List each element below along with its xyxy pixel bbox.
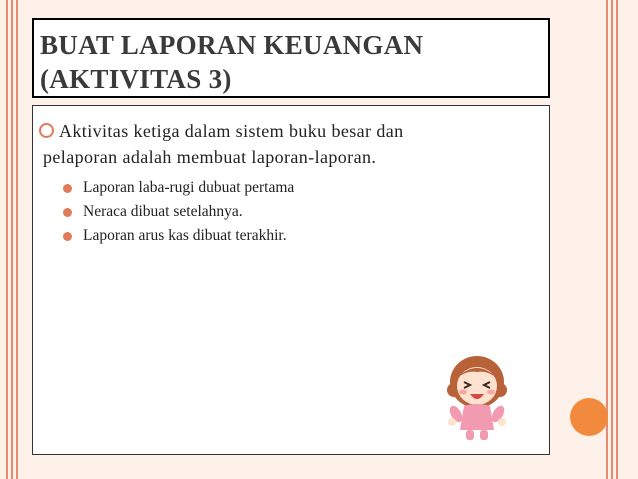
- sub-bullet-item: [61, 200, 294, 224]
- sub-bullet-item: [61, 224, 294, 248]
- decorative-line: [606, 0, 608, 479]
- main-bullet-line-2: pelaporan adalah membuat laporan-laporan.: [43, 147, 377, 167]
- filled-circle-bullet-icon: [63, 232, 72, 241]
- decorative-line: [611, 0, 613, 479]
- decorative-line: [616, 0, 618, 479]
- title-box: [32, 18, 550, 98]
- hollow-circle-bullet-icon: [39, 123, 54, 138]
- decorative-line: [6, 0, 8, 479]
- sub-bullet-list: [61, 176, 294, 248]
- sub-bullet-text: Laporan laba-rugi dubuat pertama: [83, 179, 295, 196]
- decorative-line: [11, 0, 13, 479]
- sub-bullet-item: [61, 176, 294, 200]
- title-line-1: BUAT LAPORAN KEUANGAN: [40, 30, 424, 60]
- orange-circle-decoration: [570, 398, 608, 436]
- sub-bullet-text: Neraca dibuat setelahnya.: [83, 203, 243, 220]
- cartoon-girl-icon: [442, 352, 512, 442]
- title-line-2: (AKTIVITAS 3): [40, 64, 232, 94]
- sub-bullet-text: Laporan arus kas dibuat terakhir.: [83, 227, 287, 244]
- main-bullet-line-1: Aktivitas ketiga dalam sistem buku besar dan: [59, 121, 404, 141]
- filled-circle-bullet-icon: [63, 184, 72, 193]
- main-bullet: [39, 118, 534, 170]
- decorative-line: [16, 0, 18, 479]
- slide-title: [40, 28, 423, 96]
- filled-circle-bullet-icon: [63, 208, 72, 217]
